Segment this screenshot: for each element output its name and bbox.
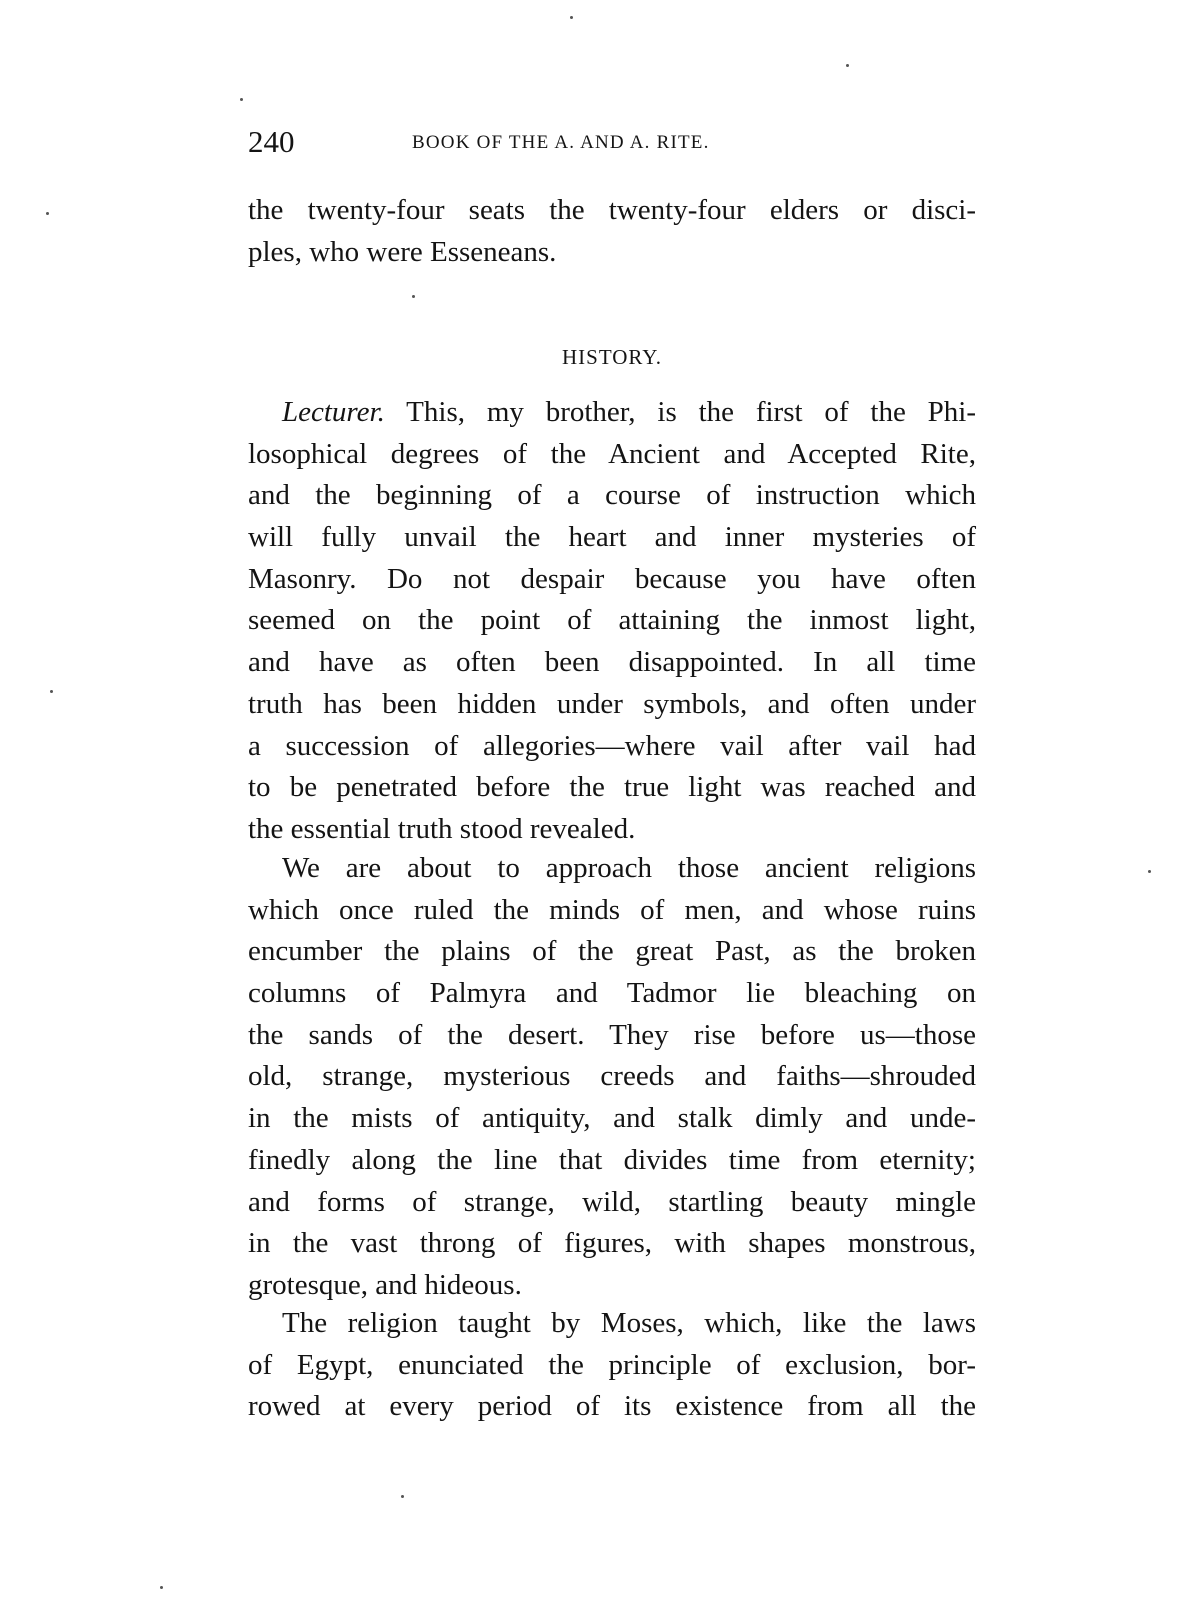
running-head [248,122,818,162]
text-line: Masonry. Do not despair because you have often [248,562,976,595]
text-line: seemed on the point of attaining the inmost light, [248,604,976,637]
text-line: in the mists of antiquity, and stalk dimly and unde- [248,1102,976,1135]
scan-speck [412,295,415,298]
scan-speck [1148,870,1151,873]
text-line: We are about to approach those ancient religions [282,852,976,884]
text-line: which once ruled the minds of men, and whose ruins [248,893,976,926]
text-line: old, strange, mysterious creeds and faiths—shrouded [248,1060,976,1093]
text-line: to be penetrated before the true light was reached and [248,771,976,804]
text-line: and the beginning of a course of instruction which [248,479,976,512]
text-line: a succession of allegories—where vail after vail had [248,729,976,762]
paragraph-3 [248,1303,976,1428]
text-line: and have as often been disappointed. In all time [248,646,976,679]
text-line: encumber the plains of the great Past, as the broken [248,935,976,968]
text-line: of Egypt, enunciated the principle of exclusion, bor- [248,1348,976,1381]
text-line: the twenty-four seats the twenty-four elders or disci- [248,194,976,226]
page-number: 240 [248,124,295,159]
text-line: losophical degrees of the Ancient and Accepted Rite, [248,437,976,470]
section-heading: HISTORY. [561,345,662,369]
scan-speck [160,1586,163,1589]
scan-speck [401,1495,404,1498]
text-line: the sands of the desert. They rise before us—those [248,1018,976,1051]
text-line: rowed at every period of its existence from all the [248,1390,976,1423]
text-line: in the vast throng of figures, with shapes monstrous, [248,1227,976,1260]
text-line: and forms of strange, wild, startling beauty mingle [248,1185,976,1218]
scan-speck [46,212,49,215]
intro-paragraph [248,190,976,273]
scan-speck [570,16,573,19]
scan-speck [846,64,849,67]
text-line: columns of Palmyra and Tadmor lie bleaching on [248,977,976,1010]
text-fragment: This, my brother, is the first of the Phi- [406,396,976,428]
text-line: truth has been hidden under symbols, and often under [248,687,976,720]
scan-speck [240,98,243,101]
paragraph-2 [248,848,976,1307]
text-line: ples, who were Esseneans. [248,235,557,268]
text-line: will fully unvail the heart and inner mysteries of [248,521,976,554]
scan-speck [50,690,53,693]
running-title: BOOK OF THE A. AND A. RITE. [412,132,710,153]
paragraph-1 [248,392,976,851]
speaker-label: Lecturer. [282,396,385,428]
text-line: the essential truth stood revealed. [248,812,636,845]
text-line: The religion taught by Moses, which, like the laws [282,1307,976,1339]
text-line: grotesque, and hideous. [248,1268,522,1301]
text-line: finedly along the line that divides time from eternity; [248,1143,976,1176]
text-line [248,392,976,434]
